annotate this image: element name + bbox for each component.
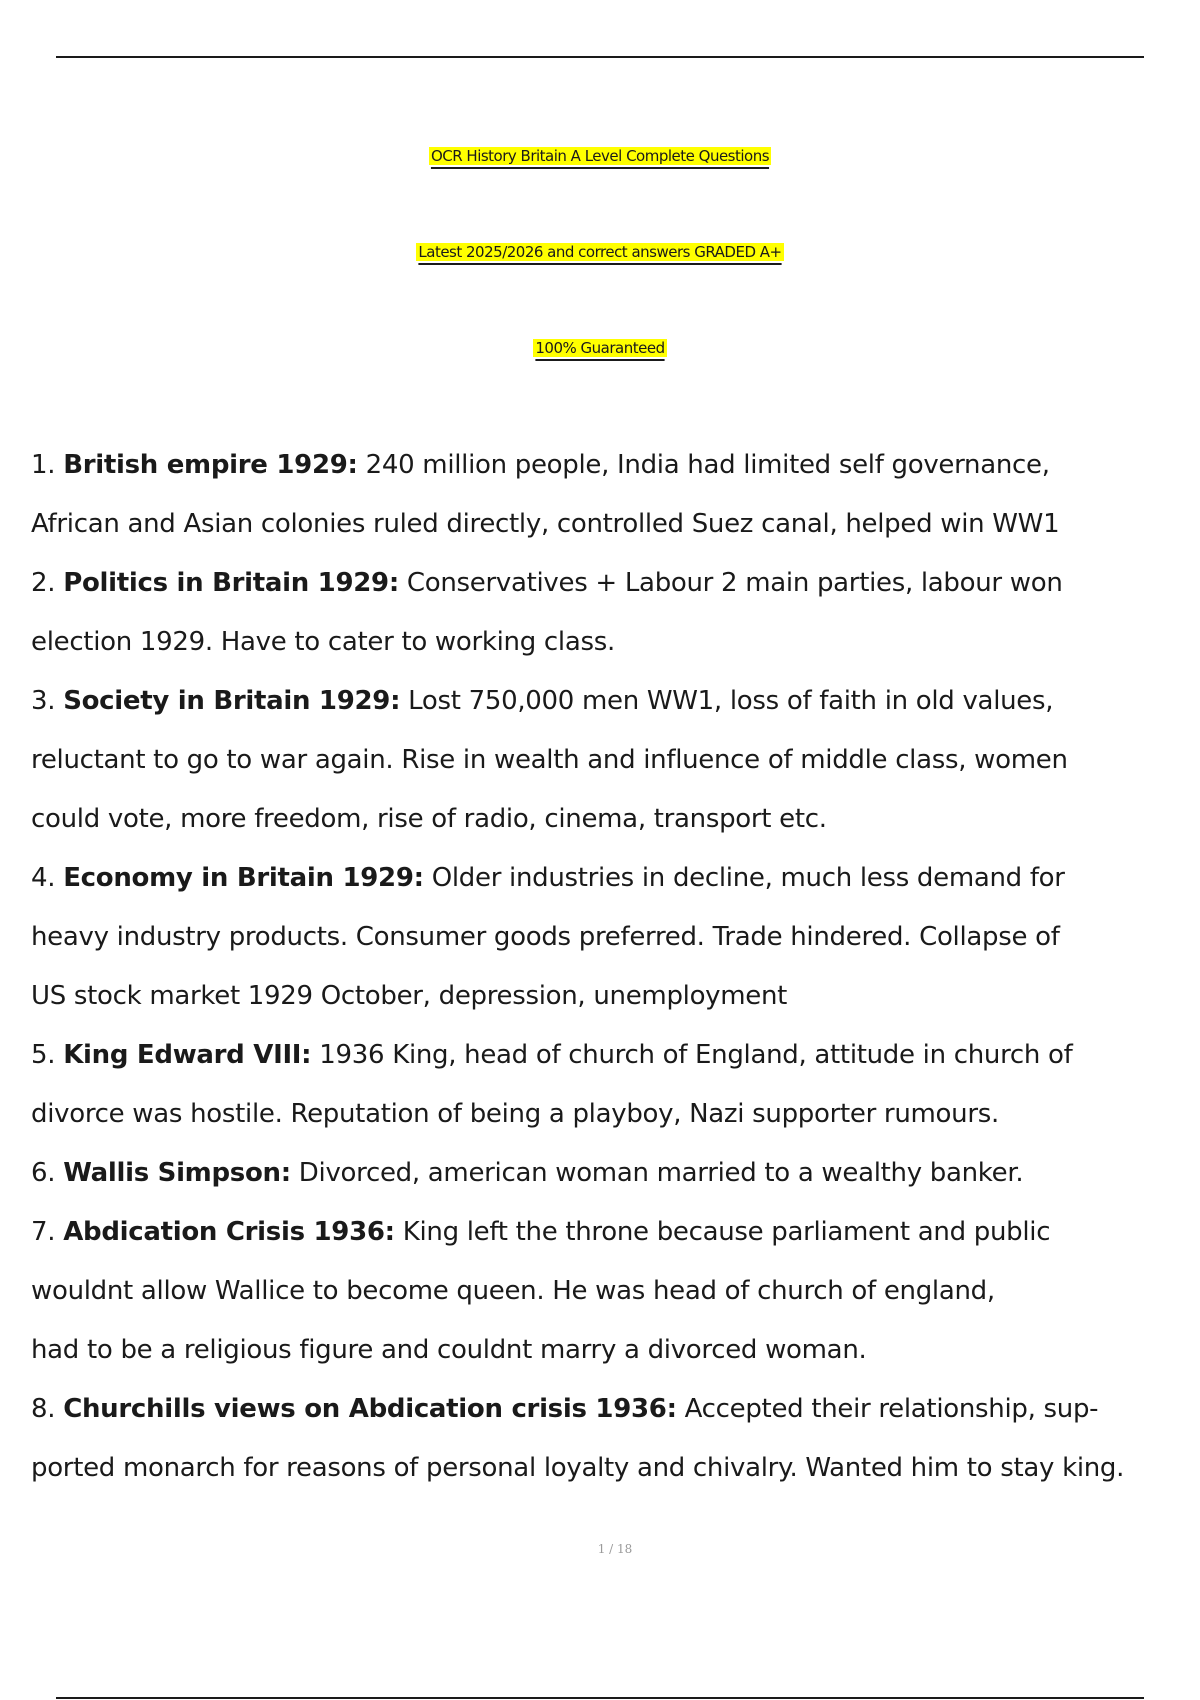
item-number: 1. — [31, 450, 56, 480]
qa-item-1 — [31, 436, 1191, 554]
item-answer: Accepted their relationship, sup- — [676, 1394, 1099, 1424]
item-number: 4. — [31, 863, 56, 893]
page-number: 1 / 18 — [597, 1542, 633, 1556]
item-answer: King left the throne because parliament and public — [394, 1217, 1051, 1247]
item-answer: divorce was hostile. Reputation of being a playboy, Nazi supporter rumours. — [31, 1099, 999, 1129]
item-answer: Divorced, american woman married to a wealthy banker. — [290, 1158, 1024, 1188]
qa-item-4 — [31, 849, 1191, 1026]
item-answer: 240 million people, India had limited self governance, — [357, 450, 1050, 480]
top-rule — [56, 56, 1144, 58]
item-answer: heavy industry products. Consumer goods preferred. Trade hindered. Collapse of — [31, 922, 1060, 952]
title-line-1: OCR History Britain A Level Complete Questions — [430, 147, 770, 165]
item-term: King Edward VIII: — [63, 1040, 312, 1070]
item-number: 7. — [31, 1217, 56, 1247]
qa-item-5 — [31, 1026, 1191, 1144]
qa-item-6 — [31, 1144, 1191, 1203]
item-answer: wouldnt allow Wallice to become queen. He was head of church of england, — [31, 1276, 995, 1306]
qa-item-7 — [31, 1203, 1191, 1380]
title-line-3: 100% Guaranteed — [535, 339, 665, 357]
qa-item-8 — [31, 1380, 1191, 1498]
title-line-2: Latest 2025/2026 and correct answers GRADED A+ — [418, 243, 782, 261]
bottom-rule — [56, 1697, 1144, 1699]
item-number: 5. — [31, 1040, 56, 1070]
item-answer: Lost 750,000 men WW1, loss of faith in old values, — [400, 686, 1054, 716]
item-number: 8. — [31, 1394, 56, 1424]
item-answer: US stock market 1929 October, depression, unemployment — [31, 981, 788, 1011]
item-answer: reluctant to go to war again. Rise in wealth and influence of middle class, women — [31, 745, 1068, 775]
item-term: Wallis Simpson: — [63, 1158, 291, 1188]
document-title — [0, 108, 1200, 396]
qa-item-3 — [31, 672, 1191, 849]
item-term: Abdication Crisis 1936: — [63, 1217, 395, 1247]
item-term: Churchills views on Abdication crisis 1936: — [63, 1394, 677, 1424]
item-answer: 1936 King, head of church of England, attitude in church of — [311, 1040, 1073, 1070]
item-number: 2. — [31, 568, 56, 598]
item-term: British empire 1929: — [63, 450, 358, 480]
item-answer: Older industries in decline, much less demand for — [423, 863, 1065, 893]
item-answer: African and Asian colonies ruled directly, controlled Suez canal, helped win WW1 — [31, 509, 1060, 539]
item-answer: election 1929. Have to cater to working class. — [31, 627, 615, 657]
item-answer: Conservatives + Labour 2 main parties, labour won — [398, 568, 1063, 598]
item-answer: ported monarch for reasons of personal loyalty and chivalry. Wanted him to stay king. — [31, 1453, 1125, 1483]
item-term: Society in Britain 1929: — [63, 686, 401, 716]
item-answer: had to be a religious figure and couldnt marry a divorced woman. — [31, 1335, 867, 1365]
item-number: 3. — [31, 686, 56, 716]
qa-list — [31, 436, 1191, 1498]
item-number: 6. — [31, 1158, 56, 1188]
item-term: Politics in Britain 1929: — [63, 568, 399, 598]
item-answer: could vote, more freedom, rise of radio, cinema, transport etc. — [31, 804, 827, 834]
item-term: Economy in Britain 1929: — [63, 863, 424, 893]
qa-item-2 — [31, 554, 1191, 672]
